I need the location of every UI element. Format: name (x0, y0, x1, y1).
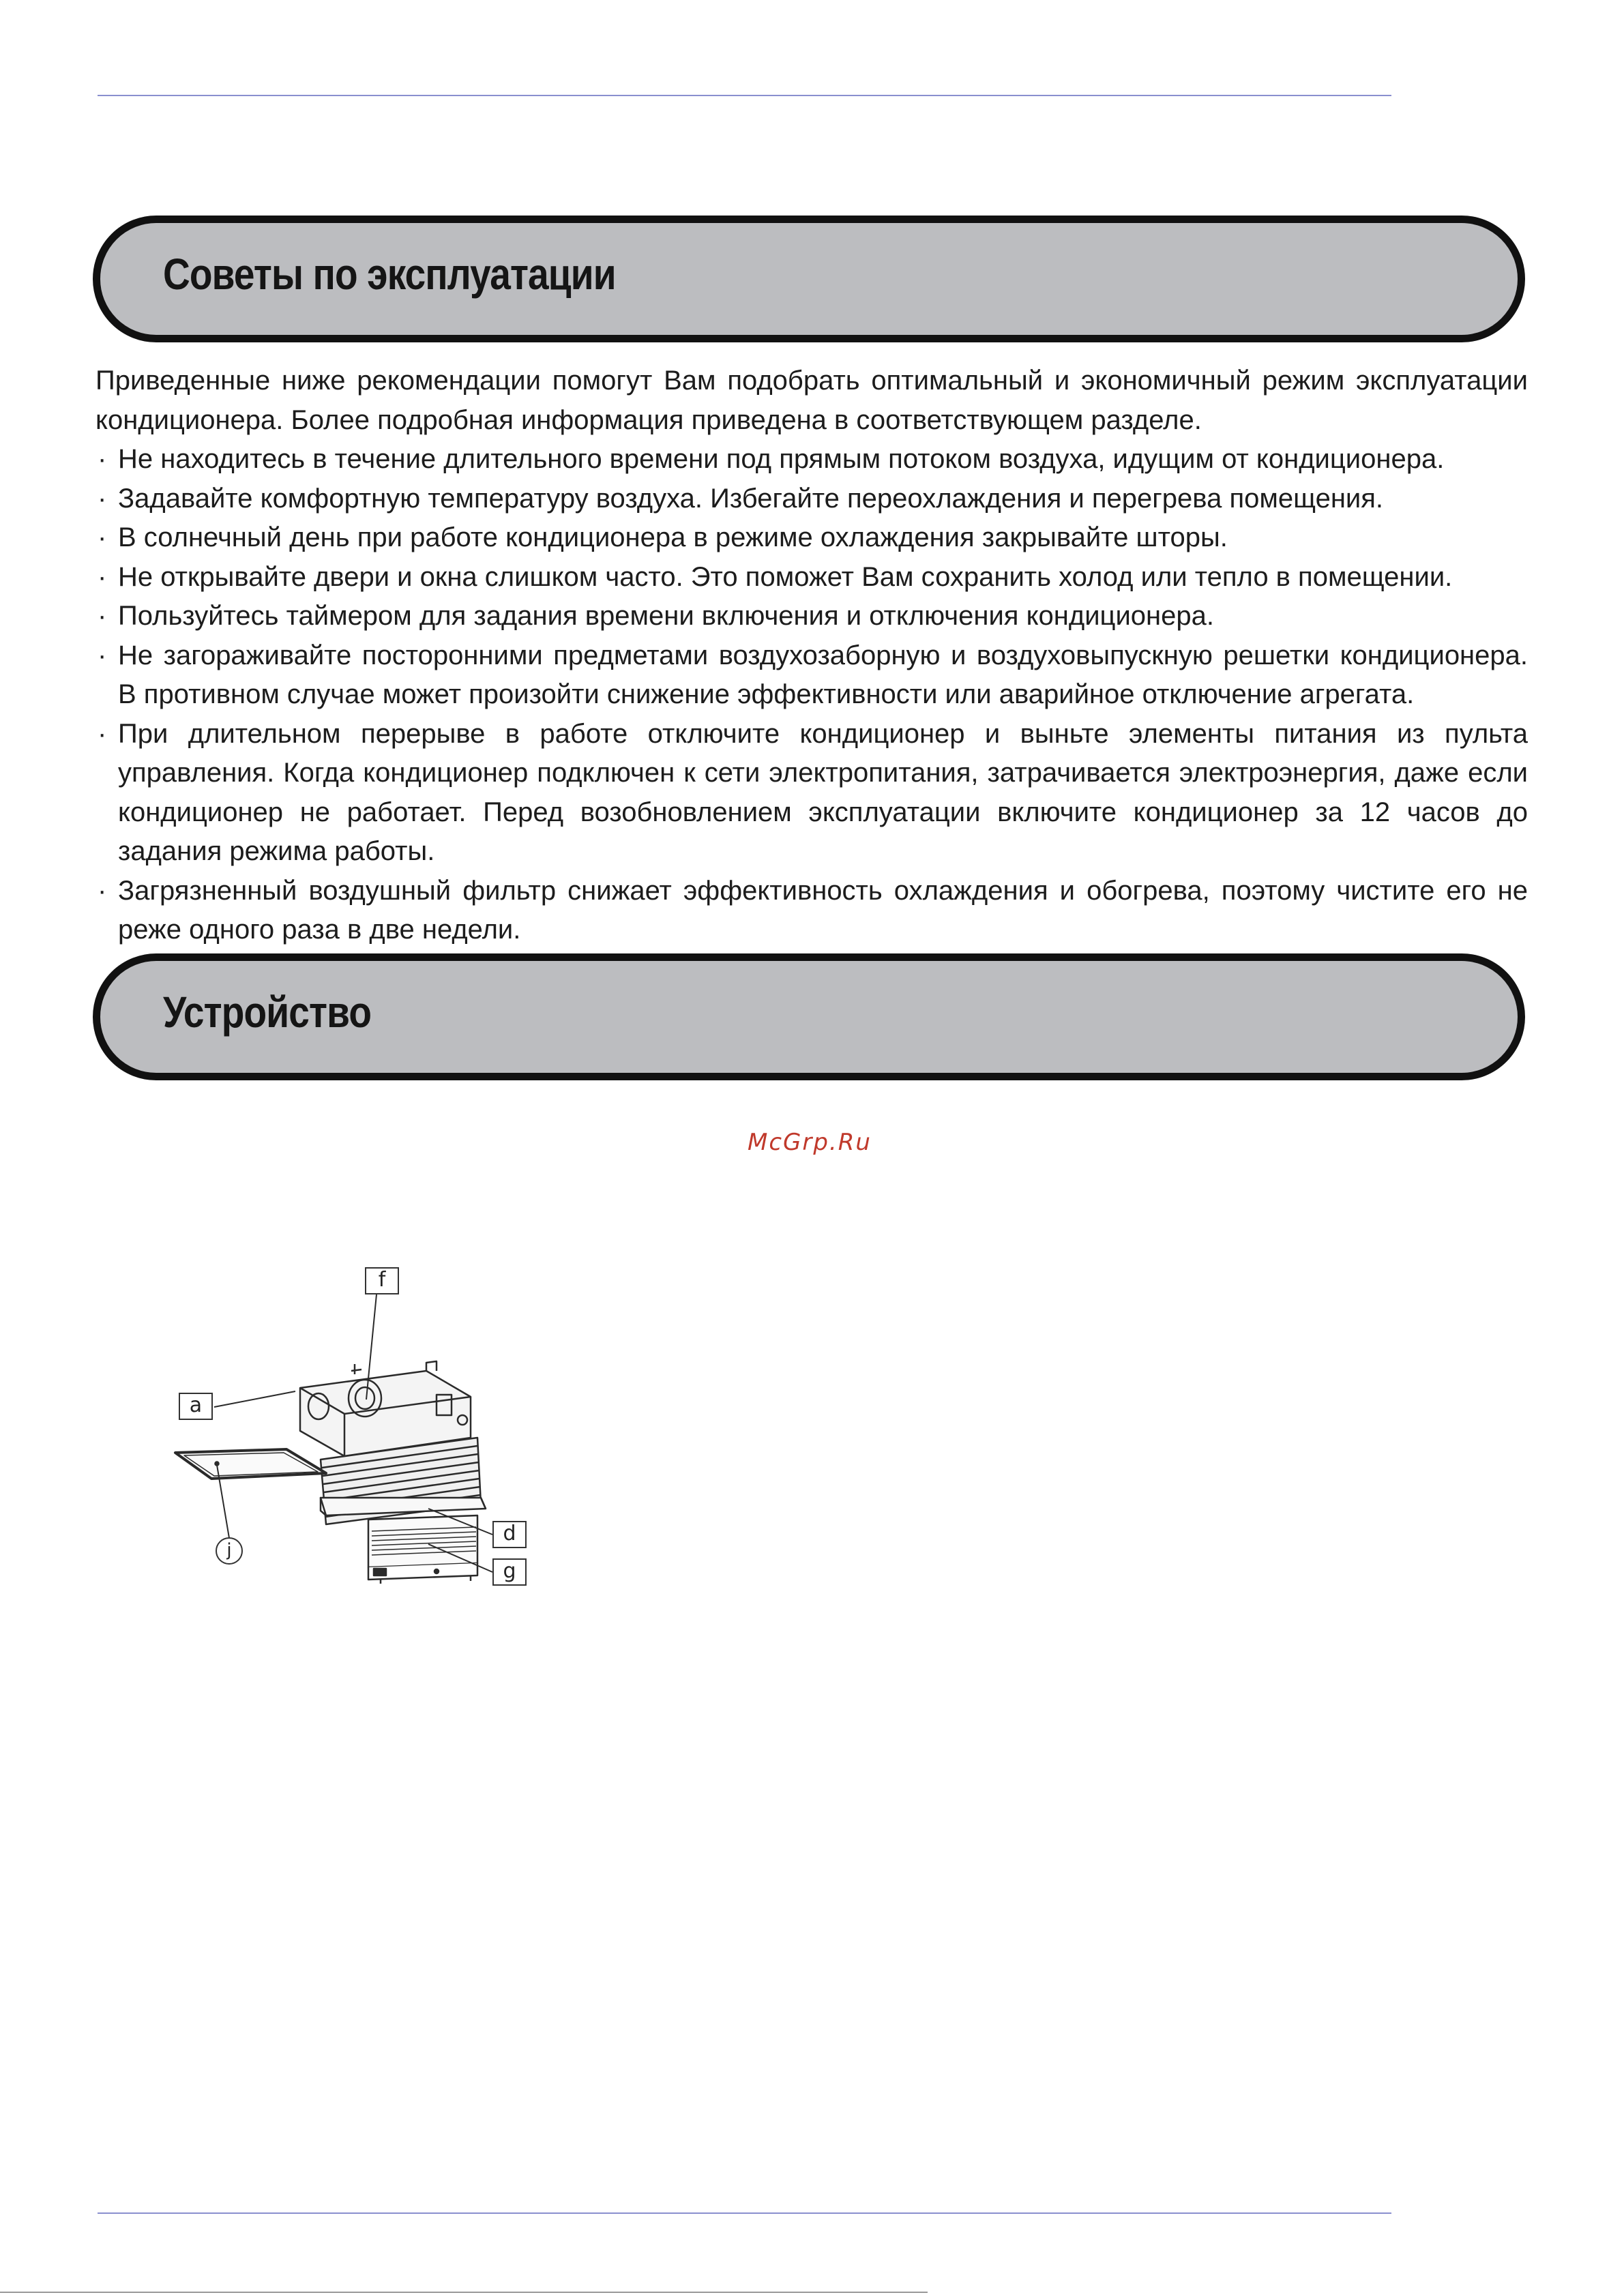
label-j: j (216, 1537, 243, 1565)
tip-item: · Задавайте комфортную температуру воздуха. Избегайте переохлаждения и перегрева помещения. (95, 479, 1528, 519)
bullet-icon: · (98, 522, 107, 552)
bullet-icon: · (98, 483, 107, 514)
label-a: a (179, 1393, 213, 1420)
tip-item: · Не находитесь в течение длительного времени под прямым потоком воздуха, идущим от кондиционера. (95, 440, 1528, 479)
bullet-icon: · (98, 875, 107, 906)
tips-section-title: Советы по эксплуатации (163, 250, 616, 299)
label-g: g (492, 1558, 527, 1586)
bottom-rule (98, 2212, 1391, 2214)
leader-line-g (428, 1544, 492, 1572)
tip-item: · Не открывайте двери и окна слишком часто. Это поможет Вам сохранить холод или тепло в помещении. (95, 558, 1528, 597)
leader-line-f (366, 1294, 377, 1400)
unit-bellows (321, 1438, 481, 1524)
tip-item: · В солнечный день при работе кондиционера в режиме охлаждения закрывайте шторы. (95, 518, 1528, 558)
device-section-banner (93, 953, 1525, 1080)
tips-list (95, 440, 1528, 950)
unit-housing (300, 1361, 471, 1456)
device-section-title: Устройство (163, 988, 372, 1037)
top-rule (98, 95, 1391, 96)
label-d: d (492, 1521, 527, 1548)
tips-intro: Приведенные ниже рекомендации помогут Вам подобрать оптимальный и экономичный режим эксплуатации кондиционера. Более подробная информация приведена в соответствующем разделе. (95, 366, 1528, 435)
leader-line-j (217, 1465, 229, 1538)
bullet-icon: · (98, 444, 107, 474)
leader-line-d (428, 1509, 492, 1535)
bullet-icon: · (98, 718, 107, 749)
detached-panel (175, 1449, 326, 1479)
tip-item: · Загрязненный воздушный фильтр снижает эффективность охлаждения и обогрева, поэтому чистите его не реже одного раза в две недели. (95, 872, 1528, 950)
bullet-icon: · (98, 640, 107, 670)
tip-item: · Пользуйтесь таймером для задания времени включения и отключения кондиционера. (95, 597, 1528, 636)
bottom-edge-line (0, 2292, 928, 2293)
bullet-icon: · (98, 601, 107, 631)
tip-item: · При длительном перерыве в работе отключите кондиционер и выньте элементы питания из пульта управления. Когда кондиционер подключен к сети электропитания, затрачивается электроэнергия, даже если кондиционер не работает. Перед возобновлением эксплуатации включите кондиционер за 12 часов до задания режима работы. (95, 715, 1528, 872)
leader-line-a (214, 1391, 295, 1407)
tip-item: · Не загораживайте посторонними предметами воздухозаборную и воздуховыпускную решетки кондиционера. В противном случае может произойти снижение эффективности или аварийное отключение агрегата. (95, 636, 1528, 715)
tips-text-block (95, 361, 1528, 950)
unit-front-panel (368, 1515, 477, 1584)
unit-frame (321, 1498, 486, 1515)
tips-section-banner (93, 216, 1525, 342)
bullet-icon: · (98, 561, 107, 592)
watermark: McGrp.Ru (748, 1129, 872, 1156)
label-f: f (365, 1267, 399, 1294)
